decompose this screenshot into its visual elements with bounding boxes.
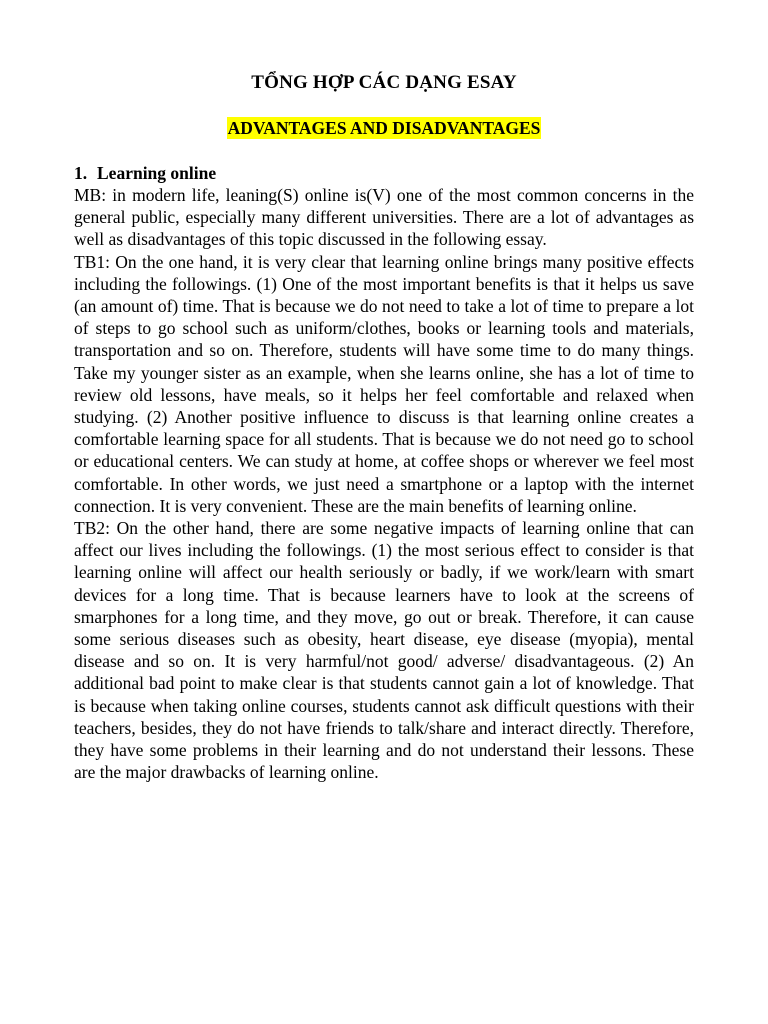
paragraph-intro: MB: in modern life, leaning(S) online is(V) one of the most common concerns in the general public, especially many different universities. There are a lot of advantages as well as disadvantages of this topic discussed in the following essay. [74,185,694,250]
section-heading-text: Learning online [97,163,217,183]
paragraph-body-2: TB2: On the other hand, there are some negative impacts of learning online that can affect our lives including the followings. (1) the most serious effect to consider is that learning online will affect our health seriously or badly, if we work/learn with smart devices for a long time. That is because learners have to look at the screens of smarphones for a long time, and they move, go out or break. Therefore, it can cause some serious diseases such as obesity, heart disease, eye disease (myopia), mental disease and so on. It is very harmful/not good/ adverse/ disadvantageous. (2) An additional bad point to make clear is that students cannot gain a lot of knowledge. That is because when taking online courses, students cannot ask difficult questions with their teachers, besides, they do not have friends to talk/share and interact directly. Therefore, they have some problems in their learning and do not understand their lessons. These are the major drawbacks of learning online. [74,518,694,783]
paragraph-body-1: TB1: On the one hand, it is very clear that learning online brings many positive effects including the followings. (1) One of the most important benefits is that it helps us save (an amount of) time. That is because we do not need to take a lot of time to prepare a lot of steps to go school such as uniform/clothes, books or learning tools and materials, transportation and so on. Therefore, students will have some time to do many things. Take my younger sister as an example, when she learns online, she has a lot of time to review old lessons, have meals, so it helps her feel comfortable and relaxed when studying. (2) Another positive influence to discuss is that learning online creates a comfortable learning space for all students. That is because we do not need go to school or educational centers. We can study at home, at coffee shops or wherever we feel most comfortable. In other words, we just need a smartphone or a laptop with the internet connection. It is very convenient. These are the main benefits of learning online. [74,251,694,516]
subtitle-container [0,117,768,139]
section-heading [74,162,216,184]
highlighted-subtitle: ADVANTAGES AND DISADVANTAGES [227,118,541,138]
section-number: 1. [74,163,88,183]
essay-body [74,184,694,783]
document-title: TỔNG HỢP CÁC DẠNG ESAY [251,72,517,93]
